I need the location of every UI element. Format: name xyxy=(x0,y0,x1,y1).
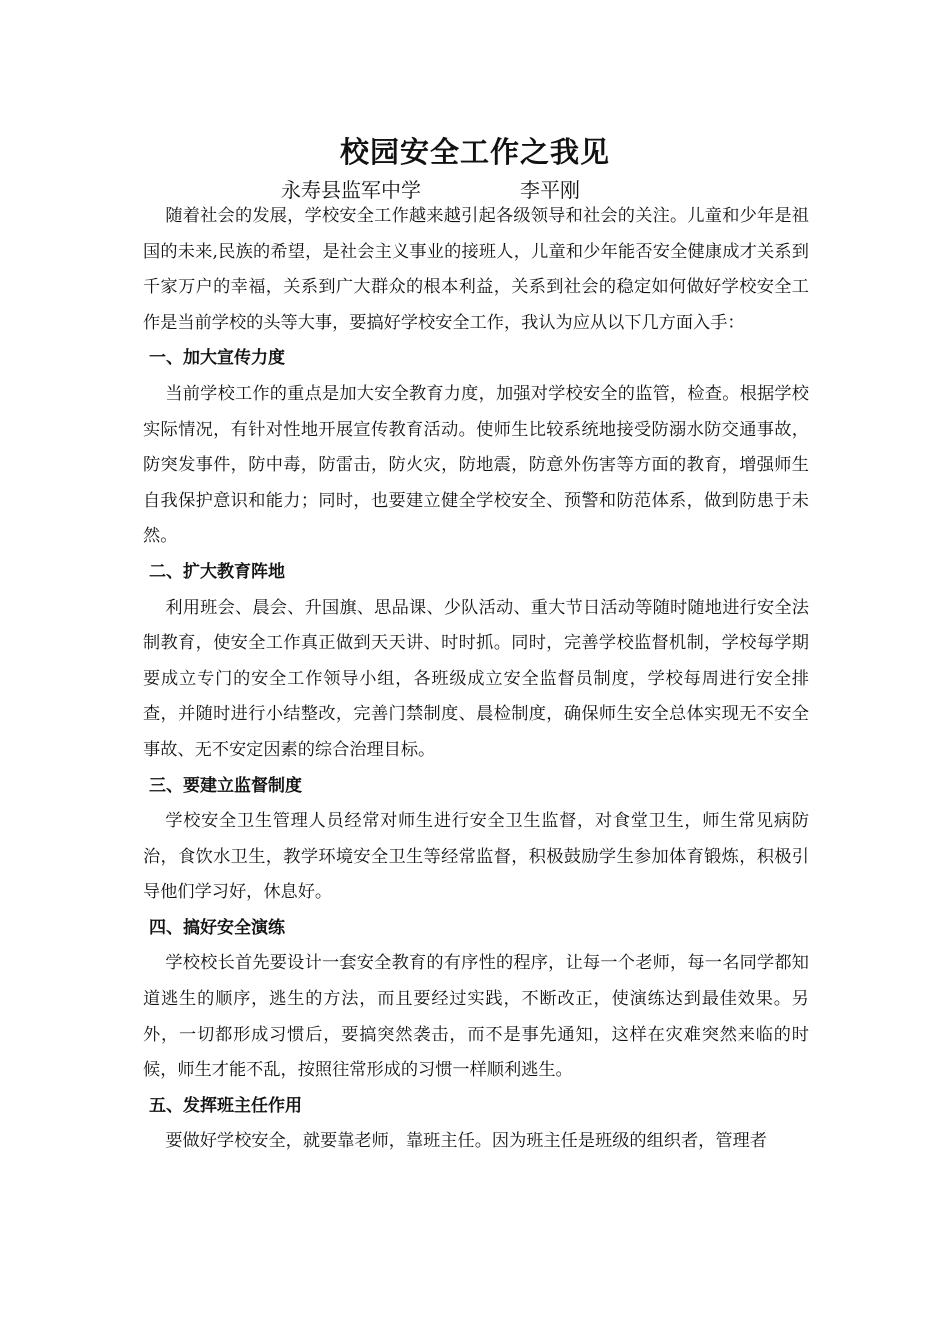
byline xyxy=(0,174,950,202)
section-paragraph-5: 要做好学校安全，就要靠老师，靠班主任。因为班主任是班级的组织者，管理者 xyxy=(165,1131,767,1152)
section-heading-3: 三、要建立监督制度 xyxy=(149,775,302,796)
section-heading-5: 五、发挥班主任作用 xyxy=(149,1095,302,1116)
school-name: 永寿县监军中学 xyxy=(281,178,421,202)
document-title: 校园安全工作之我见 xyxy=(339,135,610,169)
section-paragraph-1: 当前学校工作的重点是加大安全教育力度，加强对学校安全的监管，检查。根据学校实际情况，有针对性地开展宣传教育活动。使师生比较系统地接受防溺水防交通事故，防突发事件，防中毒，防雷击，防火灾，防地震，防意外伤害等方面的教育，增强师生自我保护意识和能力；同时，也要建立健全学校安全、预警和防范体系，做到防患于未然。 xyxy=(143,383,809,547)
section-paragraph-2: 利用班会、晨会、升国旗、思品课、少队活动、重大节日活动等随时随地进行安全法制教育，使安全工作真正做到天天讲、时时抓。同时，完善学校监督机制，学校每学期要成立专门的安全工作领导小组，各班级成立安全监督员制度，学校每周进行安全排查，并随时进行小结整改，完善门禁制度、晨检制度，确保师生安全总体实现无不安全事故、无不安定因素的综合治理目标。 xyxy=(143,597,809,760)
section-paragraph-4: 学校校长首先要设计一套安全教育的有序性的程序，让每一个老师，每一名同学都知道逃生的顺序，逃生的方法，而且要经过实践，不断改正，使演练达到最佳效果。另外，一切都形成习惯后，要搞突然袭击，而不是事先通知，这样在灾难突然来临的时候，师生才能不乱，按照往常形成的习惯一样顺利逃生。 xyxy=(143,953,809,1081)
section-heading-4: 四、搞好安全演练 xyxy=(149,917,285,938)
section-heading-1: 一、加大宣传力度 xyxy=(149,348,285,369)
section-paragraph-3: 学校安全卫生管理人员经常对师生进行安全卫生监督，对食堂卫生，师生常见病防治，食饮水卫生，教学环境安全卫生等经常监督，积极鼓励学生参加体育锻炼，积极引导他们学习好，休息好。 xyxy=(143,811,809,903)
author-name: 李平刚 xyxy=(520,178,580,202)
section-heading-2: 二、扩大教育阵地 xyxy=(149,561,285,582)
intro-paragraph: 随着社会的发展，学校安全工作越来越引起各级领导和社会的关注。儿童和少年是祖国的未来,民族的希望，是社会主义事业的接班人，儿童和少年能否安全健康成才关系到千家万户的幸福，关系到广大群众的根本利益，关系到社会的稳定如何做好学校安全工作是当前学校的头等大事，要搞好学校安全工作，我认为应从以下几方面入手： xyxy=(143,206,809,333)
document-body xyxy=(143,199,809,1160)
